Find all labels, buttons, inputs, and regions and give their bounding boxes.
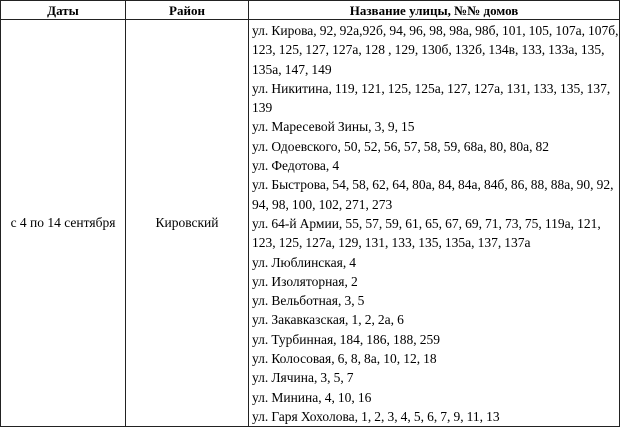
street-entry: ул. Лячина, 3, 5, 7 — [252, 370, 354, 386]
street-entry: ул. Гаря Хохолова, 1, 2, 3, 4, 5, 6, 7, 9, 11, 13 — [252, 408, 500, 424]
header-streets: Название улицы, №№ домов — [249, 1, 620, 20]
street-entry: ул. 64-й Армии, 55, 57, 59, 61, 65, 67, 69, 71, 73, 75, 119а, 121, 123, 125, 127а, 129, 131, 133, 135, 135а, 137, 137а — [252, 215, 601, 251]
street-entry: ул. Минина, 4, 10, 16 — [252, 389, 372, 405]
street-entry: ул. Вельботная, 3, 5 — [252, 293, 365, 309]
street-entry: ул. Маресевой Зины, 3, 9, 15 — [252, 119, 415, 135]
header-row — [1, 1, 620, 20]
street-entry: ул. Одоевского, 50, 52, 56, 57, 58, 59, 68а, 80, 80а, 82 — [252, 138, 550, 154]
table-row — [1, 20, 620, 427]
header-district: Район — [126, 1, 249, 20]
street-entry: ул. Никитина, 119, 121, 125, 125а, 127, 127а, 131, 133, 135, 137, 139 — [252, 80, 611, 116]
street-entry: ул. Кирова, 92, 92а,92б, 94, 96, 98, 98а, 98б, 101, 105, 107а, 107б, 123, 125, 127, 127а, 128 , 129, 130б, 132б, 134в, 133, 133а, 135, 135а, 147, 149 — [252, 23, 619, 77]
street-entry: ул. Закавказская, 1, 2, 2а, 6 — [252, 312, 404, 328]
street-list — [252, 21, 619, 426]
streets-cell — [249, 20, 620, 427]
district-cell: Кировский — [126, 20, 249, 427]
street-entry: ул. Турбинная, 184, 186, 188, 259 — [252, 331, 440, 347]
street-entry: ул. Федотова, 4 — [252, 158, 340, 174]
header-dates: Даты — [1, 1, 126, 20]
street-entry: ул. Быстрова, 54, 58, 62, 64, 80а, 84, 84а, 84б, 86, 88, 88а, 90, 92, 94, 98, 100, 102, 271, 273 — [252, 177, 614, 212]
street-entry: ул. Люблинская, 4 — [252, 254, 357, 270]
dates-cell: с 4 по 14 сентября — [1, 20, 126, 427]
street-entry: ул. Колосовая, 6, 8, 8а, 10, 12, 18 — [252, 351, 437, 367]
street-entry: ул. Изоляторная, 2 — [252, 273, 358, 289]
